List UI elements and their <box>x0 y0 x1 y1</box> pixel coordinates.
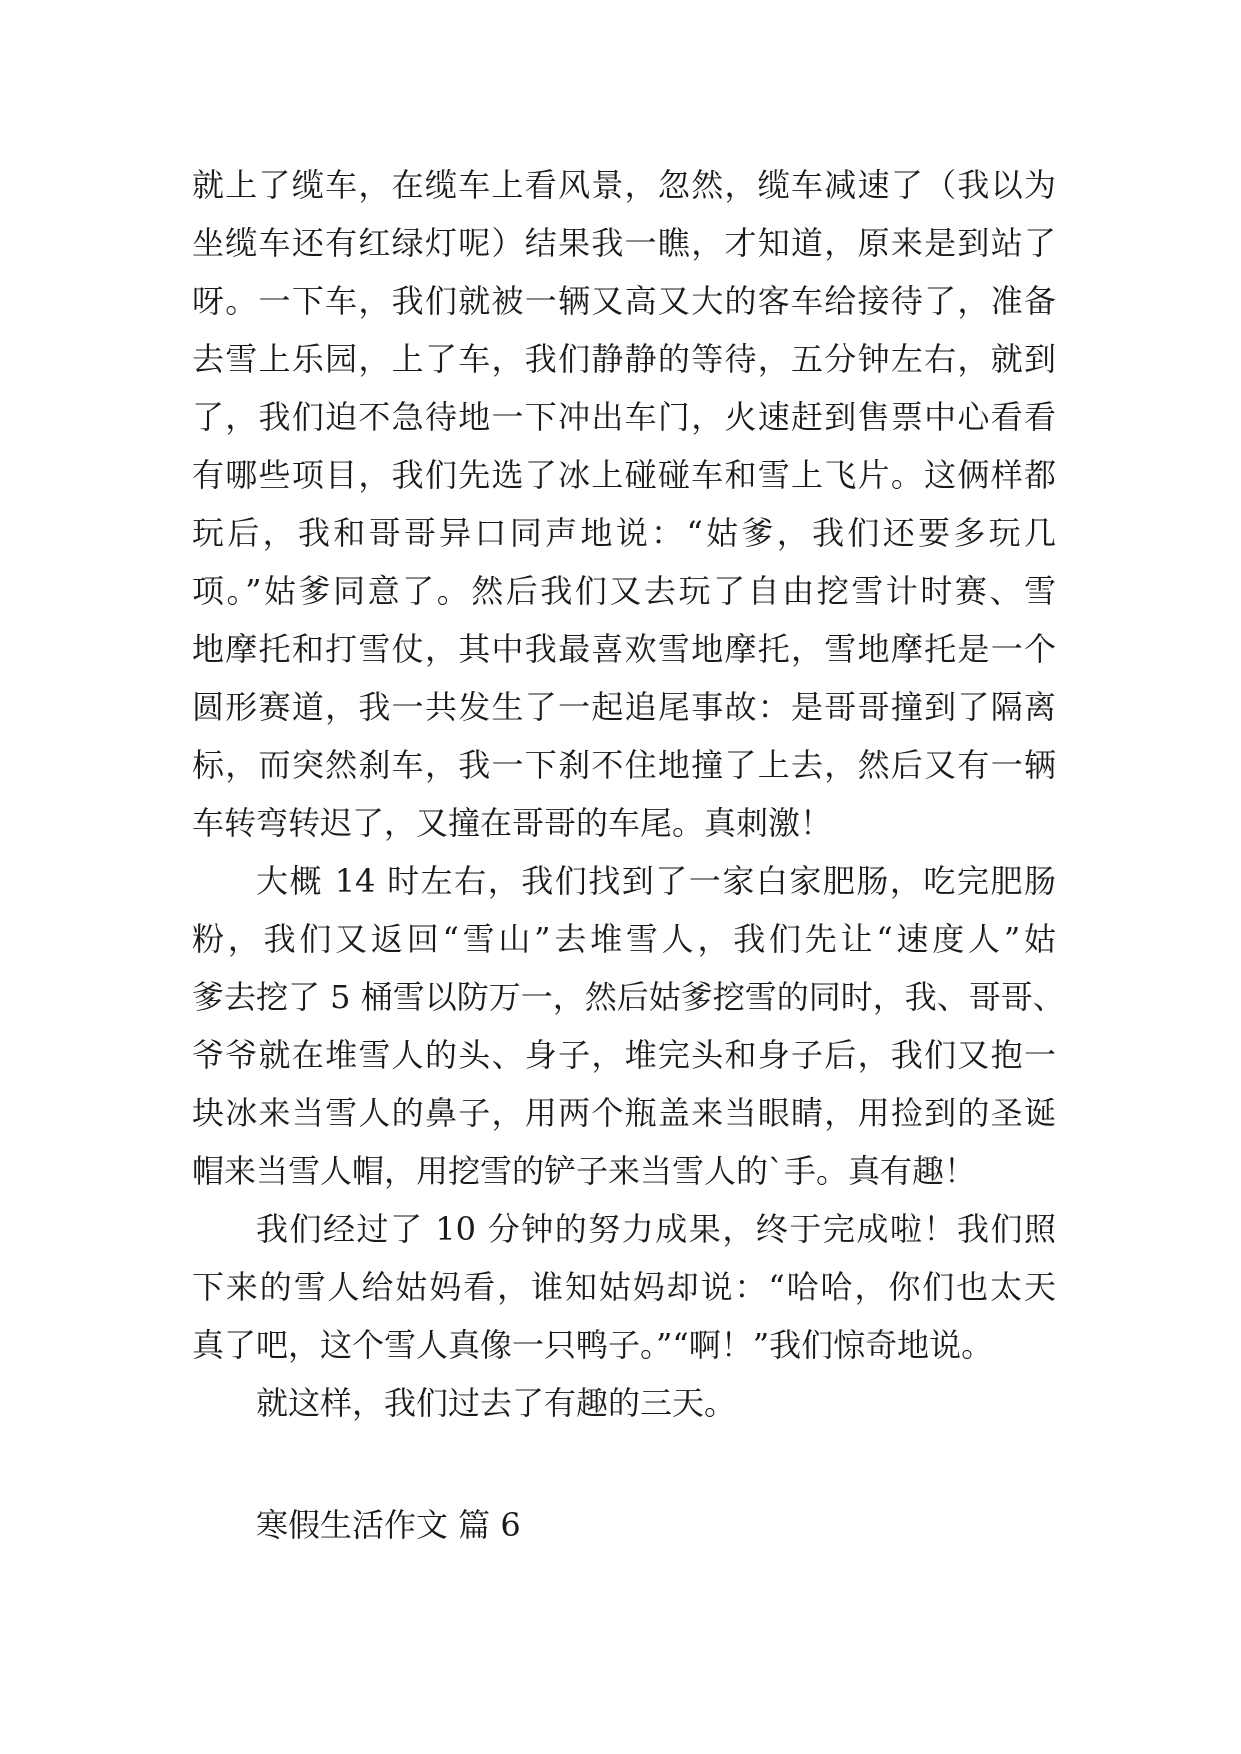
text-line: 有哪些项目，我们先选了冰上碰碰车和雪上飞片。这俩样都 <box>192 456 1056 494</box>
section-heading: 寒假生活作文 篇 6 <box>256 1506 521 1544</box>
text-line: 车转弯转迟了，又撞在哥哥的车尾。真刺激！ <box>192 804 833 842</box>
text-line: 爷爷就在堆雪人的头、身子，堆完头和身子后，我们又抱一 <box>192 1036 1056 1074</box>
text-line: 下来的雪人给姑妈看，谁知姑妈却说：“哈哈，你们也太天 <box>192 1268 1056 1306</box>
text-line: 大概 14 时左右，我们找到了一家白家肥肠，吃完肥肠 <box>256 862 1056 900</box>
paragraph-1 <box>192 156 1056 852</box>
text-line: 去雪上乐园，上了车，我们静静的等待，五分钟左右，就到 <box>192 340 1056 378</box>
section-spacer <box>192 1432 1056 1496</box>
paragraph-2 <box>192 852 1065 1200</box>
text-line: 坐缆车还有红绿灯呢）结果我一瞧，才知道，原来是到站了 <box>192 224 1056 262</box>
text-line: 爹去挖了 5 桶雪以防万一，然后姑爹挖雪的同时，我、哥哥、 <box>192 978 1065 1016</box>
text-line: 块冰来当雪人的鼻子，用两个瓶盖来当眼睛，用捡到的圣诞 <box>192 1094 1056 1132</box>
text-line: 标，而突然刹车，我一下刹不住地撞了上去，然后又有一辆 <box>192 746 1056 784</box>
text-line: 帽来当雪人帽，用挖雪的铲子来当雪人的`手。真有趣！ <box>192 1152 977 1190</box>
text-line: 项。”姑爹同意了。然后我们又去玩了自由挖雪计时赛、雪 <box>192 572 1056 610</box>
text-line: 就上了缆车，在缆车上看风景，忽然，缆车减速了（我以为 <box>192 166 1056 204</box>
text-line: 玩后，我和哥哥异口同声地说：“姑爹，我们还要多玩几 <box>192 514 1056 552</box>
text-line: 地摩托和打雪仗，其中我最喜欢雪地摩托，雪地摩托是一个 <box>192 630 1056 668</box>
document-page <box>192 156 1065 1554</box>
text-line: 了，我们迫不急待地一下冲出车门，火速赶到售票中心看看 <box>192 398 1056 436</box>
text-line: 我们经过了 10 分钟的努力成果，终于完成啦！我们照 <box>256 1210 1056 1248</box>
paragraph-4 <box>192 1374 1056 1432</box>
paragraph-3 <box>192 1200 1056 1374</box>
text-line: 呀。一下车，我们就被一辆又高又大的客车给接待了，准备 <box>192 282 1056 320</box>
text-line: 粉，我们又返回“雪山”去堆雪人，我们先让“速度人”姑 <box>192 920 1056 958</box>
text-line: 就这样，我们过去了有趣的三天。 <box>256 1384 737 1422</box>
text-line: 真了吧，这个雪人真像一只鸭子。”“啊！”我们惊奇地说。 <box>192 1326 994 1364</box>
text-line: 圆形赛道，我一共发生了一起追尾事故：是哥哥撞到了隔离 <box>192 688 1056 726</box>
